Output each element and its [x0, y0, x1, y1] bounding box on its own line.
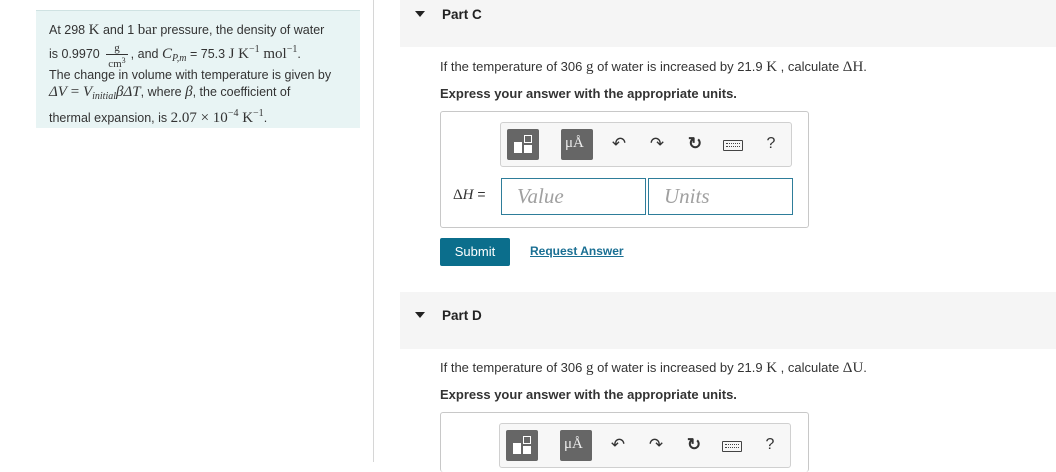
reset-icon[interactable]: ↻ — [686, 435, 702, 454]
units-input[interactable]: Units — [648, 178, 793, 215]
density-fraction: $\frac{g}{cm^3}$ — [108, 42, 126, 70]
answer-variable-label: ΔH = — [453, 186, 486, 203]
templates-icon[interactable] — [507, 129, 539, 160]
part-c-question: If the temperature of 306 g of water is increased by 21.9 K , calculate ΔH. — [440, 59, 867, 75]
panel-divider — [373, 0, 374, 462]
info-line-3: The change in volume with temperature is given by — [49, 68, 332, 82]
part-c-answer-box — [440, 111, 809, 228]
units-icon[interactable]: μÅ — [561, 129, 593, 160]
part-c-header[interactable] — [400, 0, 1056, 47]
info-line-4: $\Delta V = V_{initial}\beta\Delta T$, where β, the coefficient of — [49, 84, 291, 102]
collapse-caret-icon[interactable] — [415, 11, 425, 17]
reset-icon[interactable]: ↻ — [687, 134, 703, 153]
units-icon[interactable]: μÅ — [560, 430, 592, 461]
redo-icon[interactable]: ↷ — [649, 134, 665, 153]
keyboard-icon[interactable] — [722, 441, 742, 452]
part-d-question: If the temperature of 306 g of water is increased by 21.9 K , calculate ΔU. — [440, 360, 867, 376]
templates-icon[interactable] — [506, 430, 538, 461]
part-d-header[interactable] — [400, 292, 1056, 349]
problem-info-panel — [36, 10, 360, 128]
math-toolbar — [499, 423, 791, 468]
submit-button[interactable]: Submit — [440, 238, 510, 266]
keyboard-icon[interactable] — [723, 140, 743, 151]
part-d-answer-box — [440, 412, 809, 472]
undo-icon[interactable]: ↶ — [611, 134, 627, 153]
info-line-2: is 0.9970 $\frac{g}{cm^3}$ , and $C_{P,m} = 75.3$ J $K^{-1}$ mol$^{-1}$. — [49, 42, 301, 70]
redo-icon[interactable]: ↷ — [648, 435, 664, 454]
help-icon[interactable]: ? — [766, 135, 776, 152]
undo-icon[interactable]: ↶ — [610, 435, 626, 454]
part-d-title: Part D — [442, 308, 482, 323]
math-toolbar — [500, 122, 792, 167]
collapse-caret-icon[interactable] — [415, 312, 425, 318]
info-line-5: thermal expansion, is $2.07 \times 10^{-4}$ $K^{-1}$. — [49, 108, 268, 126]
help-icon[interactable]: ? — [765, 436, 775, 453]
part-d-instruction: Express your answer with the appropriate units. — [440, 387, 737, 402]
request-answer-link[interactable]: Request Answer — [530, 244, 624, 258]
value-input[interactable]: Value — [501, 178, 646, 215]
part-c-title: Part C — [442, 7, 482, 22]
part-c-instruction: Express your answer with the appropriate units. — [440, 86, 737, 101]
info-line-1: At 298 K and 1 bar pressure, the density of water — [49, 22, 325, 38]
